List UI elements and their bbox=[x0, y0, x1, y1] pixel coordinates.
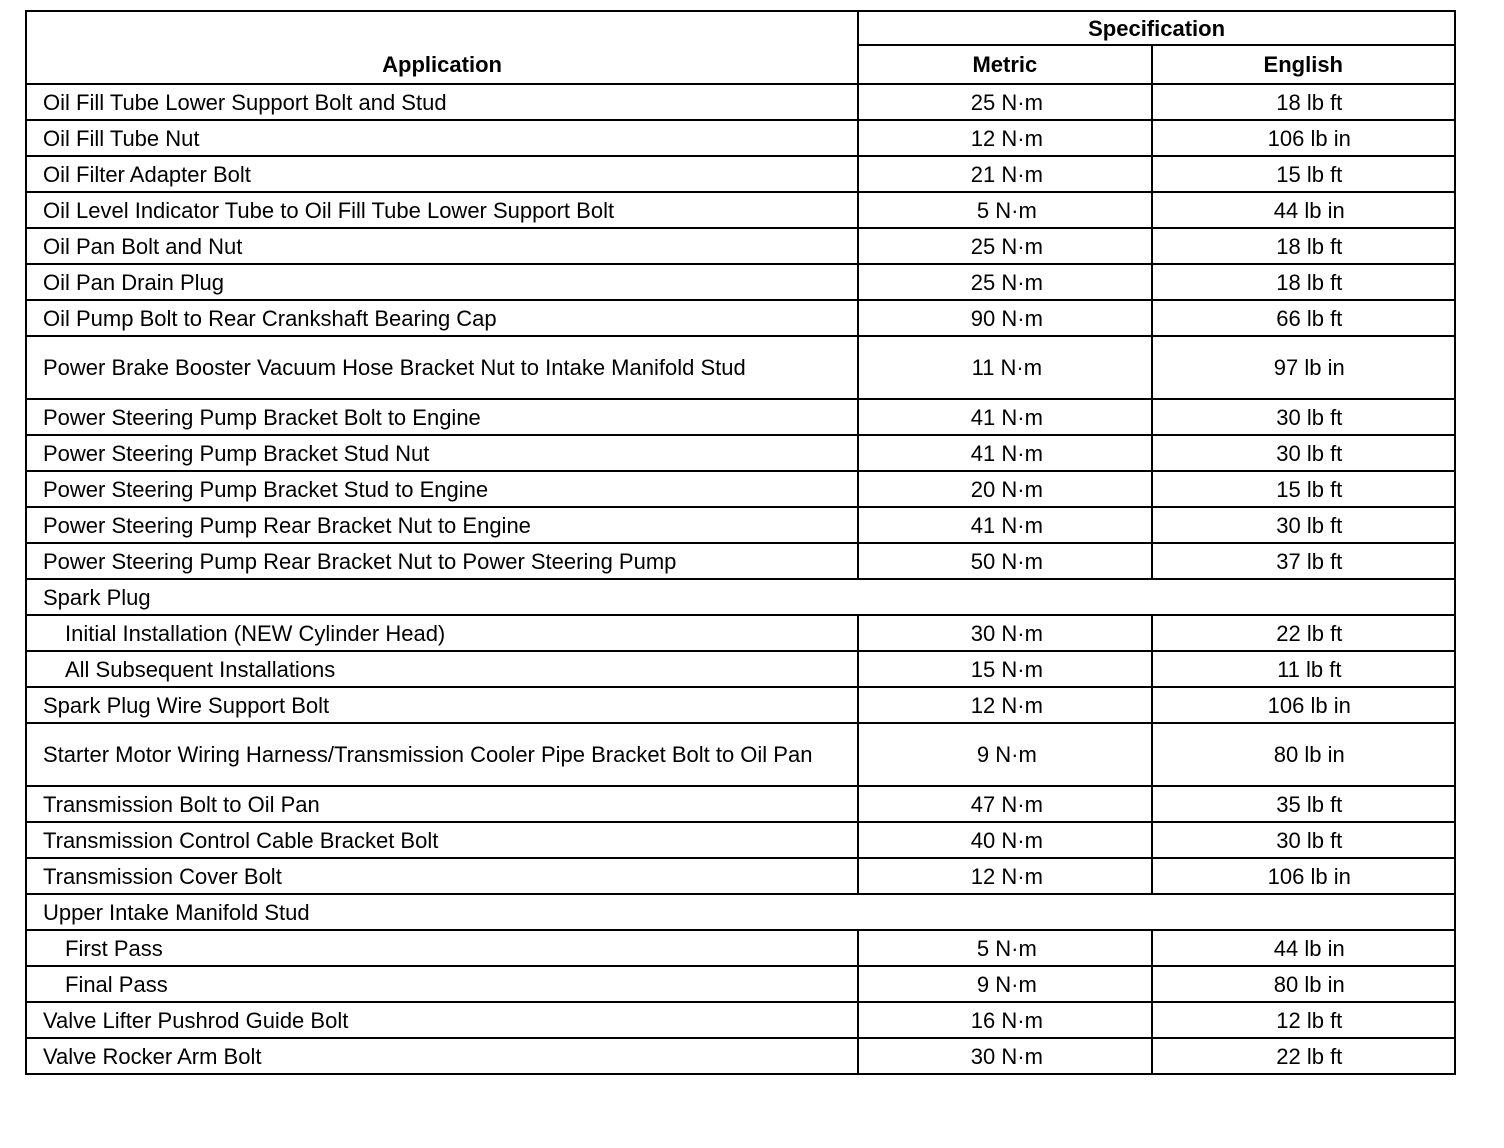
table-row bbox=[26, 822, 1455, 858]
table-row bbox=[26, 264, 1455, 300]
application-cell: Oil Pump Bolt to Rear Crankshaft Bearing Cap bbox=[26, 300, 858, 336]
english-cell: 30 lb ft bbox=[1152, 435, 1455, 471]
table-row bbox=[26, 651, 1455, 687]
application-cell: Oil Filter Adapter Bolt bbox=[26, 156, 858, 192]
metric-cell: 41 N·m bbox=[858, 435, 1151, 471]
application-header: Application bbox=[26, 11, 858, 84]
application-cell: Oil Fill Tube Nut bbox=[26, 120, 858, 156]
table-row bbox=[26, 786, 1455, 822]
english-cell: 66 lb ft bbox=[1152, 300, 1455, 336]
metric-cell: 50 N·m bbox=[858, 543, 1151, 579]
torque-spec-table bbox=[25, 10, 1456, 1075]
metric-cell: 25 N·m bbox=[858, 84, 1151, 120]
table-row bbox=[26, 543, 1455, 579]
table-row bbox=[26, 615, 1455, 651]
table-row bbox=[26, 399, 1455, 435]
english-cell: 44 lb in bbox=[1152, 930, 1455, 966]
english-cell: 97 lb in bbox=[1152, 336, 1455, 399]
english-cell: 106 lb in bbox=[1152, 687, 1455, 723]
english-cell: 18 lb ft bbox=[1152, 84, 1455, 120]
metric-cell: 30 N·m bbox=[858, 615, 1151, 651]
application-cell: First Pass bbox=[26, 930, 858, 966]
metric-header: Metric bbox=[858, 45, 1151, 84]
group-heading-cell: Upper Intake Manifold Stud bbox=[26, 894, 1455, 930]
application-cell: Initial Installation (NEW Cylinder Head) bbox=[26, 615, 858, 651]
metric-cell: 41 N·m bbox=[858, 399, 1151, 435]
english-cell: 44 lb in bbox=[1152, 192, 1455, 228]
table-row bbox=[26, 858, 1455, 894]
application-cell: Power Steering Pump Bracket Stud Nut bbox=[26, 435, 858, 471]
table-row bbox=[26, 120, 1455, 156]
application-cell: Power Brake Booster Vacuum Hose Bracket Nut to Intake Manifold Stud bbox=[26, 336, 858, 399]
english-cell: 18 lb ft bbox=[1152, 228, 1455, 264]
english-header: English bbox=[1152, 45, 1455, 84]
english-cell: 12 lb ft bbox=[1152, 1002, 1455, 1038]
english-cell: 30 lb ft bbox=[1152, 507, 1455, 543]
application-cell: Oil Pan Bolt and Nut bbox=[26, 228, 858, 264]
application-cell: Oil Level Indicator Tube to Oil Fill Tube Lower Support Bolt bbox=[26, 192, 858, 228]
metric-cell: 25 N·m bbox=[858, 228, 1151, 264]
metric-cell: 11 N·m bbox=[858, 336, 1151, 399]
english-cell: 22 lb ft bbox=[1152, 1038, 1455, 1074]
application-cell: Transmission Bolt to Oil Pan bbox=[26, 786, 858, 822]
application-cell: Valve Lifter Pushrod Guide Bolt bbox=[26, 1002, 858, 1038]
metric-cell: 12 N·m bbox=[858, 858, 1151, 894]
application-cell: Oil Pan Drain Plug bbox=[26, 264, 858, 300]
table-row bbox=[26, 1038, 1455, 1074]
table-row bbox=[26, 228, 1455, 264]
english-cell: 30 lb ft bbox=[1152, 399, 1455, 435]
metric-cell: 40 N·m bbox=[858, 822, 1151, 858]
metric-cell: 20 N·m bbox=[858, 471, 1151, 507]
english-cell: 18 lb ft bbox=[1152, 264, 1455, 300]
table-row bbox=[26, 966, 1455, 1002]
table-row bbox=[26, 471, 1455, 507]
english-cell: 15 lb ft bbox=[1152, 471, 1455, 507]
table-row bbox=[26, 156, 1455, 192]
table-row bbox=[26, 336, 1455, 399]
metric-cell: 25 N·m bbox=[858, 264, 1151, 300]
table-row bbox=[26, 84, 1455, 120]
metric-cell: 12 N·m bbox=[858, 687, 1151, 723]
header-row-top bbox=[26, 11, 1455, 45]
metric-cell: 9 N·m bbox=[858, 966, 1151, 1002]
metric-cell: 9 N·m bbox=[858, 723, 1151, 786]
table-row bbox=[26, 687, 1455, 723]
application-cell: Starter Motor Wiring Harness/Transmission Cooler Pipe Bracket Bolt to Oil Pan bbox=[26, 723, 858, 786]
application-cell: Spark Plug Wire Support Bolt bbox=[26, 687, 858, 723]
application-cell: Power Steering Pump Rear Bracket Nut to Power Steering Pump bbox=[26, 543, 858, 579]
metric-cell: 5 N·m bbox=[858, 192, 1151, 228]
table-row bbox=[26, 723, 1455, 786]
table-row bbox=[26, 435, 1455, 471]
table-row bbox=[26, 300, 1455, 336]
application-cell: Valve Rocker Arm Bolt bbox=[26, 1038, 858, 1074]
metric-cell: 41 N·m bbox=[858, 507, 1151, 543]
metric-cell: 16 N·m bbox=[858, 1002, 1151, 1038]
application-cell: Final Pass bbox=[26, 966, 858, 1002]
application-cell: Transmission Cover Bolt bbox=[26, 858, 858, 894]
english-cell: 35 lb ft bbox=[1152, 786, 1455, 822]
english-cell: 22 lb ft bbox=[1152, 615, 1455, 651]
table-row bbox=[26, 192, 1455, 228]
table-group-row bbox=[26, 894, 1455, 930]
specification-header: Specification bbox=[858, 11, 1455, 45]
application-cell: Power Steering Pump Bracket Stud to Engine bbox=[26, 471, 858, 507]
metric-cell: 5 N·m bbox=[858, 930, 1151, 966]
application-cell: Power Steering Pump Rear Bracket Nut to Engine bbox=[26, 507, 858, 543]
application-cell: Power Steering Pump Bracket Bolt to Engine bbox=[26, 399, 858, 435]
metric-cell: 30 N·m bbox=[858, 1038, 1151, 1074]
metric-cell: 47 N·m bbox=[858, 786, 1151, 822]
metric-cell: 15 N·m bbox=[858, 651, 1151, 687]
group-heading-cell: Spark Plug bbox=[26, 579, 1455, 615]
metric-cell: 90 N·m bbox=[858, 300, 1151, 336]
application-cell: Transmission Control Cable Bracket Bolt bbox=[26, 822, 858, 858]
english-cell: 15 lb ft bbox=[1152, 156, 1455, 192]
english-cell: 80 lb in bbox=[1152, 723, 1455, 786]
metric-cell: 21 N·m bbox=[858, 156, 1151, 192]
application-cell: Oil Fill Tube Lower Support Bolt and Stud bbox=[26, 84, 858, 120]
english-cell: 80 lb in bbox=[1152, 966, 1455, 1002]
table-group-row bbox=[26, 579, 1455, 615]
table-row bbox=[26, 507, 1455, 543]
english-cell: 30 lb ft bbox=[1152, 822, 1455, 858]
english-cell: 106 lb in bbox=[1152, 120, 1455, 156]
metric-cell: 12 N·m bbox=[858, 120, 1151, 156]
table-row bbox=[26, 1002, 1455, 1038]
application-cell: All Subsequent Installations bbox=[26, 651, 858, 687]
english-cell: 37 lb ft bbox=[1152, 543, 1455, 579]
table-row bbox=[26, 930, 1455, 966]
english-cell: 11 lb ft bbox=[1152, 651, 1455, 687]
english-cell: 106 lb in bbox=[1152, 858, 1455, 894]
